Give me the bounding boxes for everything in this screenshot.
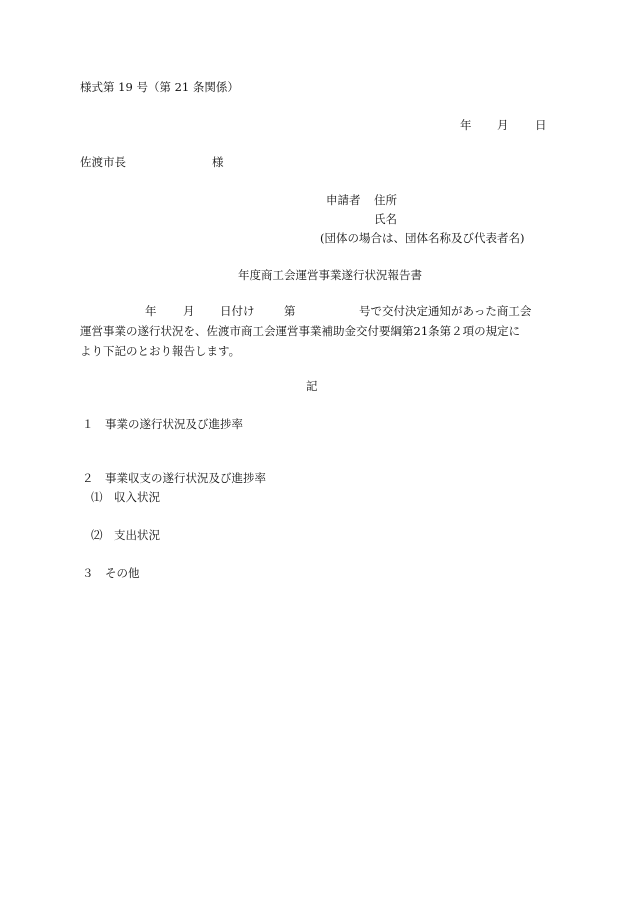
applicant-name-label: 氏名 bbox=[374, 212, 397, 226]
ki-label: 記 bbox=[306, 379, 318, 393]
body-year-label: 年 bbox=[145, 304, 157, 318]
recipient-honorific: 様 bbox=[212, 155, 224, 169]
document-title: 年度商工会運営事業遂行状況報告書 bbox=[238, 268, 422, 282]
body-dai-label: 第 bbox=[284, 304, 296, 318]
body-line2: 運営事業の遂行状況を、佐渡市商工会運営事業補助金交付要綱第21条第２項の規定に bbox=[80, 324, 521, 338]
form-label: 様式第 19 号（第 21 条関係） bbox=[80, 80, 239, 94]
item-1: １ 事業の遂行状況及び進捗率 bbox=[82, 417, 243, 431]
recipient-title: 佐渡市長 bbox=[80, 155, 126, 169]
item-2-sub-1: ⑴ 収入状況 bbox=[91, 490, 160, 504]
date-year-label: 年 bbox=[460, 118, 472, 132]
body-month-label: 月 bbox=[183, 304, 195, 318]
body-line1-tail: 号で交付決定通知があった商工会 bbox=[359, 304, 532, 318]
date-month-label: 月 bbox=[497, 118, 509, 132]
applicant-address-label: 住所 bbox=[374, 193, 397, 207]
item-3: ３ その他 bbox=[82, 566, 140, 580]
body-date-suffix: 日付け bbox=[220, 304, 255, 318]
date-day-label: 日 bbox=[535, 118, 547, 132]
body-line3: より下記のとおり報告します。 bbox=[80, 344, 241, 358]
applicant-label: 申請者 bbox=[326, 193, 361, 207]
applicant-note: (団体の場合は、団体名称及び代表者名) bbox=[320, 231, 525, 245]
item-2: ２ 事業収支の遂行状況及び進捗率 bbox=[82, 471, 266, 485]
item-2-sub-2: ⑵ 支出状況 bbox=[91, 528, 160, 542]
